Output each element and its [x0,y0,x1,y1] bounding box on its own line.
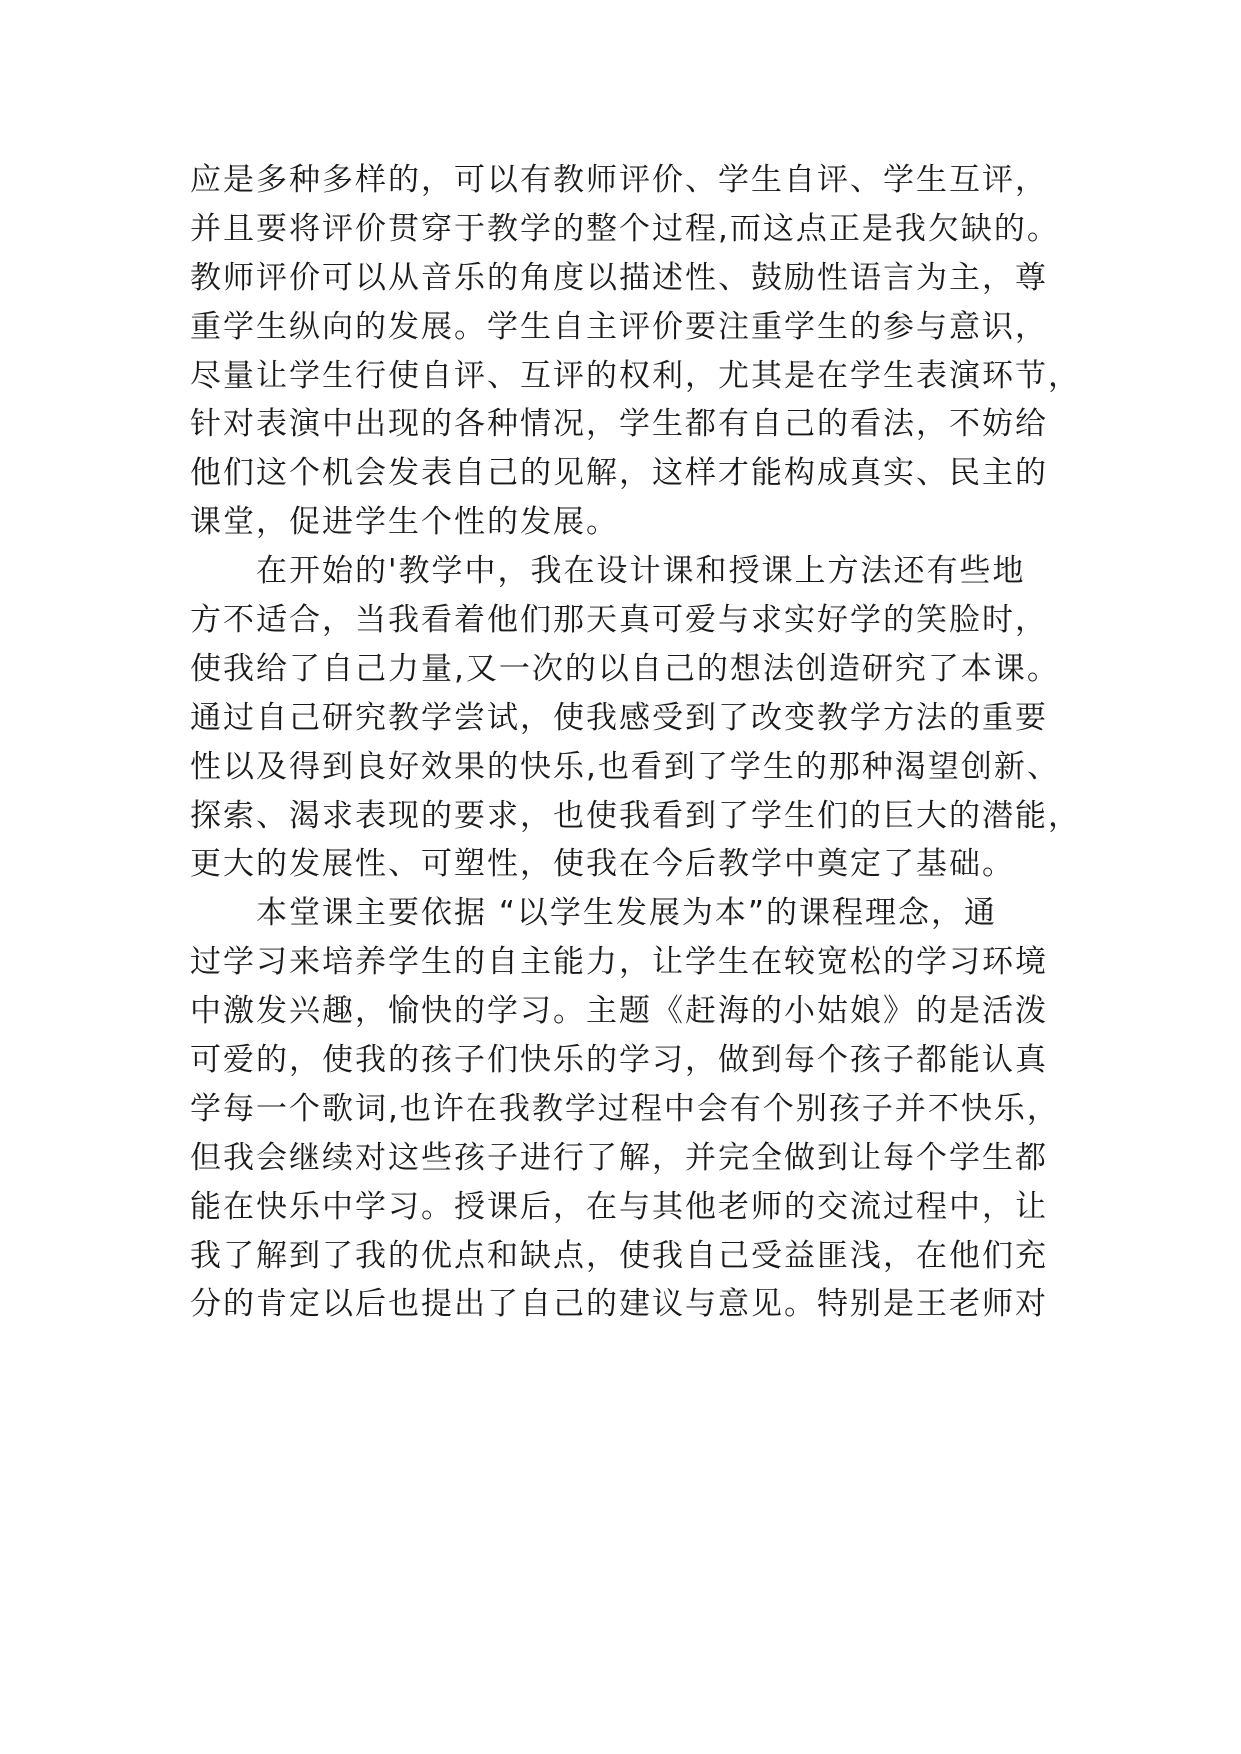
text-line: 分的肯定以后也提出了自己的建议与意见。特别是王老师对 [190,1286,1048,1323]
text-line: 教师评价可以从音乐的角度以描述性、鼓励性语言为主，尊 [190,259,1048,296]
paragraph-start-line: 本堂课主要依据 “以学生发展为本”的课程理念，通 [190,895,997,932]
paragraph-start-line: 在开始的'教学中，我在设计课和授课上方法还有些地 [190,553,1026,590]
text-line: 并且要将评价贯穿于教学的整个过程,而这点正是我欠缺的。 [190,210,1060,247]
text-line: 可爱的，使我的孩子们快乐的学习，做到每个孩子都能认真 [190,1042,1048,1079]
text-line: 更大的发展性、可塑性，使我在今后教学中奠定了基础。 [190,846,1015,883]
text-line: 能在快乐中学习。授课后，在与其他老师的交流过程中，让 [190,1188,1048,1225]
text-line: 但我会继续对这些孩子进行了解，并完全做到让每个学生都 [190,1139,1048,1176]
text-line: 中激发兴趣，愉快的学习。主题《赶海的小姑娘》的是活泼 [190,993,1048,1030]
text-line: 过学习来培养学生的自主能力，让学生在较宽松的学习环境 [190,944,1048,981]
text-line: 课堂，促进学生个性的发展。 [190,504,619,541]
text-line: 性以及得到良好效果的快乐,也看到了学生的那种渴望创新、 [190,748,1060,785]
text-line: 方不适合，当我看着他们那天真可爱与求实好学的笑脸时， [190,602,1048,639]
text-line: 应是多种多样的，可以有教师评价、学生自评、学生互评， [190,162,1048,198]
text-line: 他们这个机会发表自己的见解，这样才能构成真实、民主的 [190,455,1048,492]
text-line: 通过自己研究教学尝试，使我感受到了改变教学方法的重要 [190,699,1048,736]
text-line: 针对表演中出现的各种情况，学生都有自己的看法，不妨给 [190,406,1048,443]
text-line: 尽量让学生行使自评、互评的权利，尤其是在学生表演环节， [190,357,1081,394]
body-text [190,156,1090,1329]
text-line: 使我给了自己力量,又一次的以自己的想法创造研究了本课。 [190,650,1060,687]
text-line: 重学生纵向的发展。学生自主评价要注重学生的参与意识， [190,308,1048,345]
text-line: 我了解到了我的优点和缺点，使我自己受益匪浅，在他们充 [190,1237,1048,1274]
text-line: 学每一个歌词,也许在我教学过程中会有个别孩子并不快乐， [190,1090,1060,1127]
text-line: 探索、渴求表现的要求，也使我看到了学生们的巨大的潜能， [190,797,1081,834]
